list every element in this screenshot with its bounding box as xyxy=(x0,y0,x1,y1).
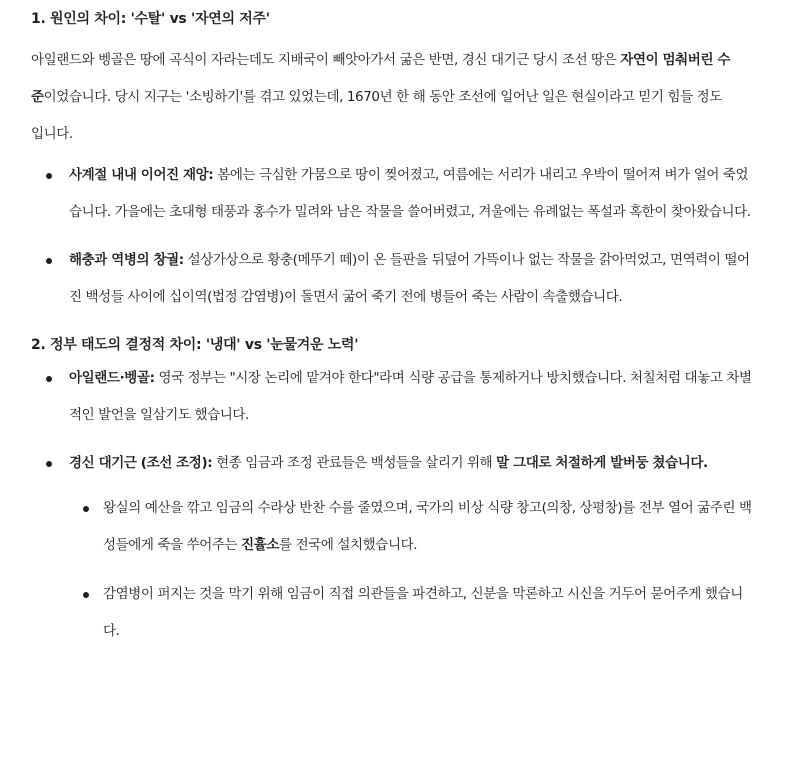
sublist-text-1: 왕실의 예산을 깎고 임금의 수라상 반찬 수를 줄였으며, 국가의 비상 식량 창고(의창, 상평창)를 전부 열어 굶주린 백성들에게 죽을 쑤어주는 xyxy=(103,500,752,553)
list-item-title: 경신 대기근 (조선 조정): xyxy=(69,455,213,471)
list-item-text: 현종 임금과 조정 관료들은 백성들을 살리기 위해 xyxy=(212,455,497,471)
sublist-bold-text: 진휼소 xyxy=(241,537,280,553)
list-item-text: 영국 정부는 "시장 논리에 맡겨야 한다"라며 식량 공급을 통제하거나 방치했습니다. 처칠처럼 대놓고 차별적인 발언을 일삼기도 했습니다. xyxy=(69,370,752,423)
section-intro-paragraph xyxy=(31,42,731,153)
government-list xyxy=(31,360,774,650)
intro-text-1: 아일랜드와 벵골은 땅에 곡식이 자라는데도 지배국이 빼앗아가서 굶은 반면, 경신 대기근 당시 조선 땅은 xyxy=(31,52,621,68)
bullet-dot xyxy=(46,173,52,179)
list-item-disasters xyxy=(31,157,759,231)
list-item-title: 사계절 내내 이어진 재앙: xyxy=(69,167,214,183)
list-item-bold-text: 말 그대로 처절하게 발버둥 쳤습니다. xyxy=(496,455,708,471)
joseon-sublist xyxy=(69,490,759,650)
section-heading-causes: 1. 원인의 차이: '수탈' vs '자연의 저주' xyxy=(31,11,270,27)
sublist-item-relief xyxy=(69,490,753,564)
list-item-title: 아일랜드·벵골: xyxy=(69,370,155,386)
list-item-title: 해충과 역병의 창궐: xyxy=(69,252,184,268)
sublist-item-epidemic xyxy=(69,576,753,650)
list-item-text: 설상가상으로 황충(메뚜기 떼)이 온 들판을 뒤덮어 가뜩이나 없는 작물을 갉아먹었고, 면역력이 떨어진 백성들 사이에 십이역(법정 감염병)이 돌면서 굶어 죽기 전에 병들어 죽는 사람이 속출했습니다. xyxy=(69,252,750,305)
bullet-dot xyxy=(46,376,52,382)
intro-text-2: 이었습니다. 당시 지구는 '소빙하기'를 겪고 있었는데, 1670년 한 해 동안 조선에 일어난 일은 현실이라고 믿기 힘들 정도입니다. xyxy=(31,89,722,142)
list-item-text: 봄에는 극심한 가뭄으로 땅이 찢어졌고, 여름에는 서리가 내리고 우박이 떨어져 벼가 얼어 죽었습니다. 가을에는 초대형 태풍과 홍수가 밀려와 남은 작물을 쓸어버렸고, 겨울에는 유례없는 폭설과 혹한이 찾아왔습니다. xyxy=(69,167,751,220)
sublist-text-1: 감염병이 퍼지는 것을 막기 위해 임금이 직접 의관들을 파견하고, 신분을 막론하고 시신을 거두어 묻어주게 했습니다. xyxy=(103,586,743,639)
bullet-dot xyxy=(46,461,52,467)
intro-bold-text: 자연이 멈춰버린 수준 xyxy=(31,52,731,105)
bullet-dot xyxy=(46,258,52,264)
list-item-joseon xyxy=(31,445,759,650)
bullet-dot xyxy=(83,506,89,512)
list-item-ireland-bengal xyxy=(31,360,759,434)
section-heading-government: 2. 정부 태도의 결정적 차이: '냉대' vs '눈물겨운 노력' xyxy=(31,337,359,353)
list-item-pests xyxy=(31,242,759,316)
causes-list xyxy=(31,157,774,316)
sublist-text-2: 를 전국에 설치했습니다. xyxy=(279,537,418,553)
bullet-dot xyxy=(83,592,89,598)
